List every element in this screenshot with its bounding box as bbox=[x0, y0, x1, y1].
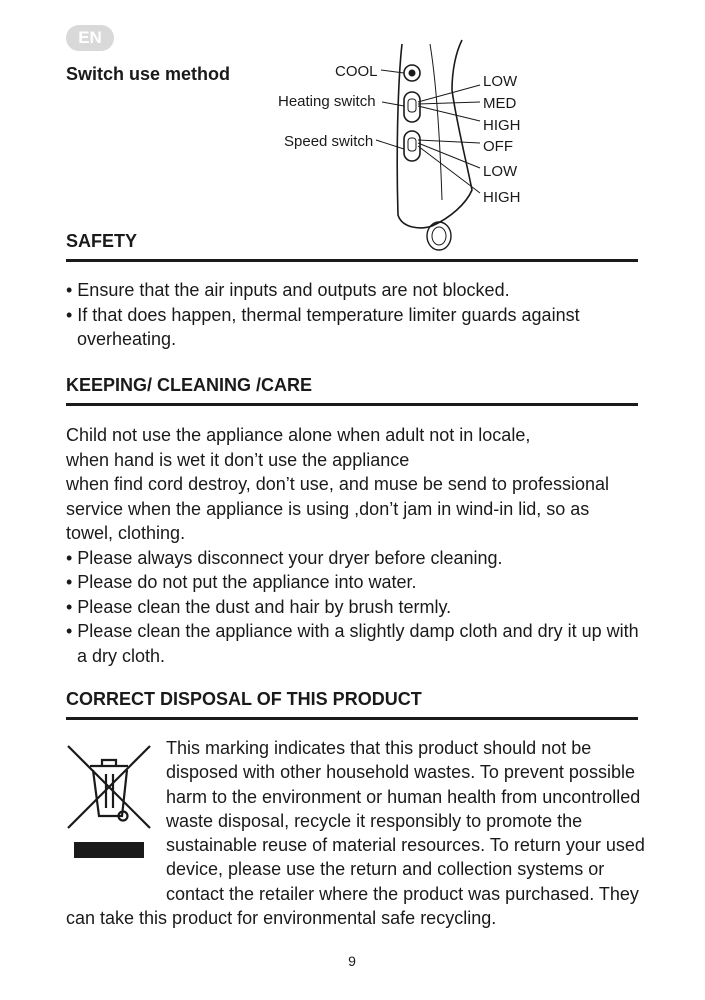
label-speed-switch: Speed switch bbox=[284, 133, 374, 150]
label-heat-low: LOW bbox=[483, 73, 518, 90]
switch-use-title: Switch use method bbox=[66, 64, 231, 84]
disposal-block bbox=[66, 736, 646, 930]
safety-list bbox=[66, 278, 646, 352]
label-speed-high: HIGH bbox=[483, 189, 521, 206]
label-speed-low: LOW bbox=[483, 163, 518, 180]
label-heating-switch: Heating switch bbox=[278, 93, 376, 110]
disposal-heading: CORRECT DISPOSAL OF THIS PRODUCT bbox=[66, 689, 422, 709]
safety-heading: SAFETY bbox=[66, 231, 138, 251]
label-heat-med: MED bbox=[483, 95, 517, 112]
language-badge: EN bbox=[66, 25, 114, 51]
list-item: • Please do not put the appliance into water. bbox=[66, 572, 417, 592]
page-number: 9 bbox=[348, 953, 356, 969]
hair-dryer-switch-diagram bbox=[0, 0, 705, 260]
dryer-handle-outline bbox=[397, 40, 472, 228]
crossed-out-bin-icon bbox=[66, 740, 154, 865]
list-item: • Ensure that the air inputs and outputs are not blocked. bbox=[66, 280, 510, 300]
list-item: • Please clean the dust and hair by brush termly. bbox=[66, 596, 452, 617]
weee-symbol bbox=[66, 740, 166, 885]
label-heat-high: HIGH bbox=[483, 117, 521, 134]
care-text bbox=[66, 423, 641, 668]
care-line: when hand is wet it don’t use the appliance bbox=[66, 449, 410, 470]
list-item: • Please clean the appliance with a slightly damp cloth and dry it up with a dry cloth. bbox=[66, 621, 639, 666]
safety-divider bbox=[66, 259, 638, 262]
list-item: • If that does happen, thermal temperature limiter guards against overheating. bbox=[66, 304, 580, 349]
disposal-paragraph: This marking indicates that this product should not be disposed with other household wastes. To prevent possible harm to the environment or human health from uncontrolled waste disposal, recycle it responsibly to promote the sustainable reuse of material resources. To return your used device, please use the return and collection systems or contact the retailer where the product was purchased. They can take this product for environmental safe recycling. bbox=[66, 738, 645, 929]
dryer-handle-inner-edge bbox=[430, 44, 442, 200]
care-heading: KEEPING/ CLEANING /CARE bbox=[66, 375, 313, 395]
speed-switch-icon bbox=[404, 131, 420, 161]
disposal-divider bbox=[66, 717, 638, 720]
label-speed-off: OFF bbox=[483, 138, 513, 155]
label-cool: COOL bbox=[335, 63, 378, 80]
care-line: when find cord destroy, don’t use, and muse be send to professional service when the appliance is using ,don’t jam in wind-in lid, so as towel, clothing. bbox=[66, 474, 609, 543]
list-item: • Please always disconnect your dryer before cleaning. bbox=[66, 547, 503, 568]
care-divider bbox=[66, 403, 638, 406]
heating-switch-icon bbox=[404, 92, 420, 122]
care-line: Child not use the appliance alone when adult not in locale, bbox=[66, 425, 531, 445]
